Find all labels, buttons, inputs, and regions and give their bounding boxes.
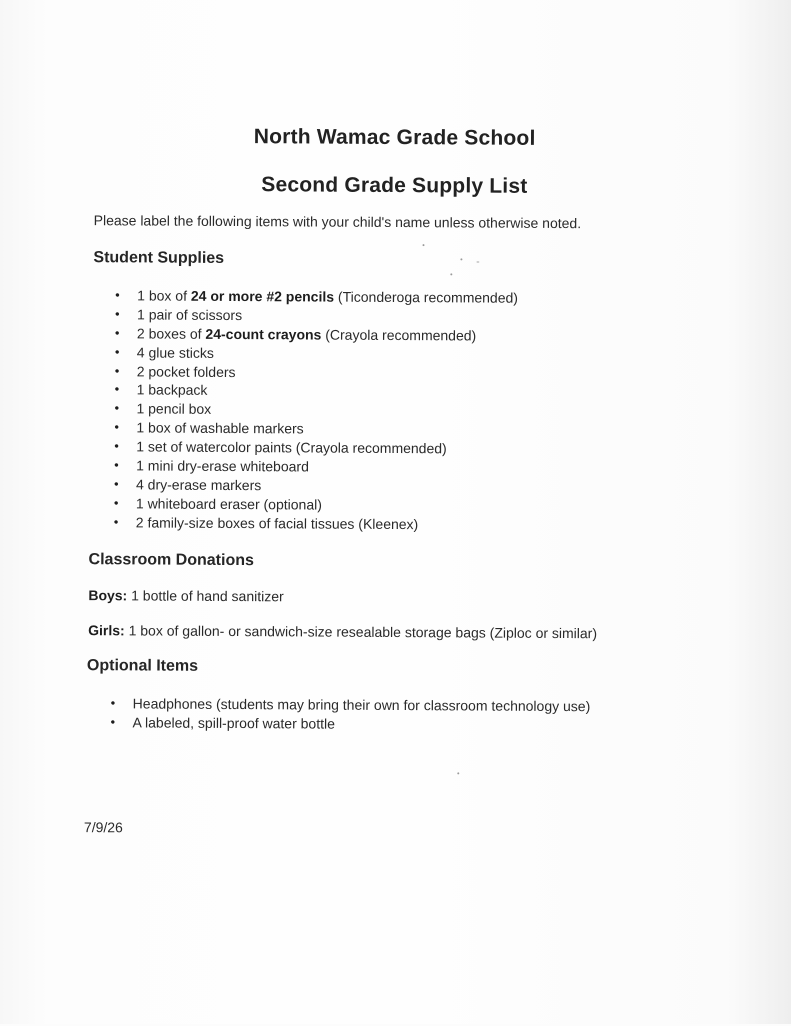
scan-speck: [450, 273, 452, 275]
list-item: • 1 backpack: [114, 381, 208, 399]
bullet-icon: •: [114, 325, 120, 341]
bullet-icon: •: [115, 306, 120, 322]
bullet-icon: •: [110, 695, 116, 711]
student-supplies-heading: Student Supplies: [93, 249, 225, 267]
scan-speck: [457, 772, 459, 774]
list-item: • 1 pair of scissors: [115, 306, 243, 323]
boys-donation: [88, 587, 283, 604]
list-item: • 2 family-size boxes of facial tissues (Kleenex): [113, 513, 419, 532]
bullet-icon: •: [114, 419, 119, 435]
list-item: • Headphones (students may bring their own for classroom technology use): [110, 695, 591, 715]
bullet-icon: •: [114, 362, 120, 378]
bullet-icon: •: [114, 381, 120, 397]
boys-label: Boys:: [88, 587, 128, 604]
list-item: • 1 whiteboard eraser (optional): [113, 495, 322, 513]
list-item: • A labeled, spill-proof water bottle: [110, 714, 335, 732]
page-title: Second Grade Supply List: [261, 173, 528, 198]
intro-text: Please label the following items with your child's name unless otherwise noted.: [93, 212, 582, 232]
bullet-icon: •: [110, 714, 116, 730]
boys-donation-text: 1 bottle of hand sanitizer: [127, 587, 284, 605]
list-item: • 2 pocket folders: [114, 362, 236, 380]
student-supplies-list: [113, 286, 519, 534]
optional-items-list: [110, 694, 591, 735]
list-item: • 1 box of washable markers: [114, 419, 304, 437]
school-name: North Wamac Grade School: [253, 125, 536, 150]
girls-label: Girls:: [88, 622, 125, 639]
list-item: • 1 box of 24 or more #2 pencils (Ticonderoga recommended): [115, 287, 519, 306]
list-item: • 4 glue sticks: [114, 343, 214, 361]
bullet-icon: •: [114, 438, 119, 454]
document-date: 7/9/26: [83, 819, 123, 836]
girls-donation-text: 1 box of gallon- or sandwich-size resealable storage bags (Ziploc or similar): [124, 622, 598, 642]
list-item: • 4 dry-erase markers: [113, 476, 262, 494]
girls-donation: [88, 622, 597, 641]
bullet-icon: •: [115, 287, 120, 303]
bullet-icon: •: [113, 495, 119, 511]
list-item: • 1 mini dry-erase whiteboard: [114, 457, 309, 475]
bullet-icon: •: [113, 476, 119, 492]
classroom-donations-heading: Classroom Donations: [88, 551, 254, 570]
scan-speck: [422, 244, 424, 246]
list-item: • 1 pencil box: [114, 400, 212, 418]
scan-speck: [460, 258, 462, 260]
list-item: • 2 boxes of 24-count crayons (Crayola recommended): [114, 325, 477, 344]
scan-speck: [476, 261, 479, 262]
bullet-icon: •: [114, 400, 120, 416]
list-item: • 1 set of watercolor paints (Crayola recommended): [114, 438, 447, 457]
optional-items-heading: Optional Items: [86, 657, 199, 675]
bullet-icon: •: [114, 457, 119, 473]
bullet-icon: •: [113, 513, 119, 530]
bullet-icon: •: [114, 343, 120, 359]
